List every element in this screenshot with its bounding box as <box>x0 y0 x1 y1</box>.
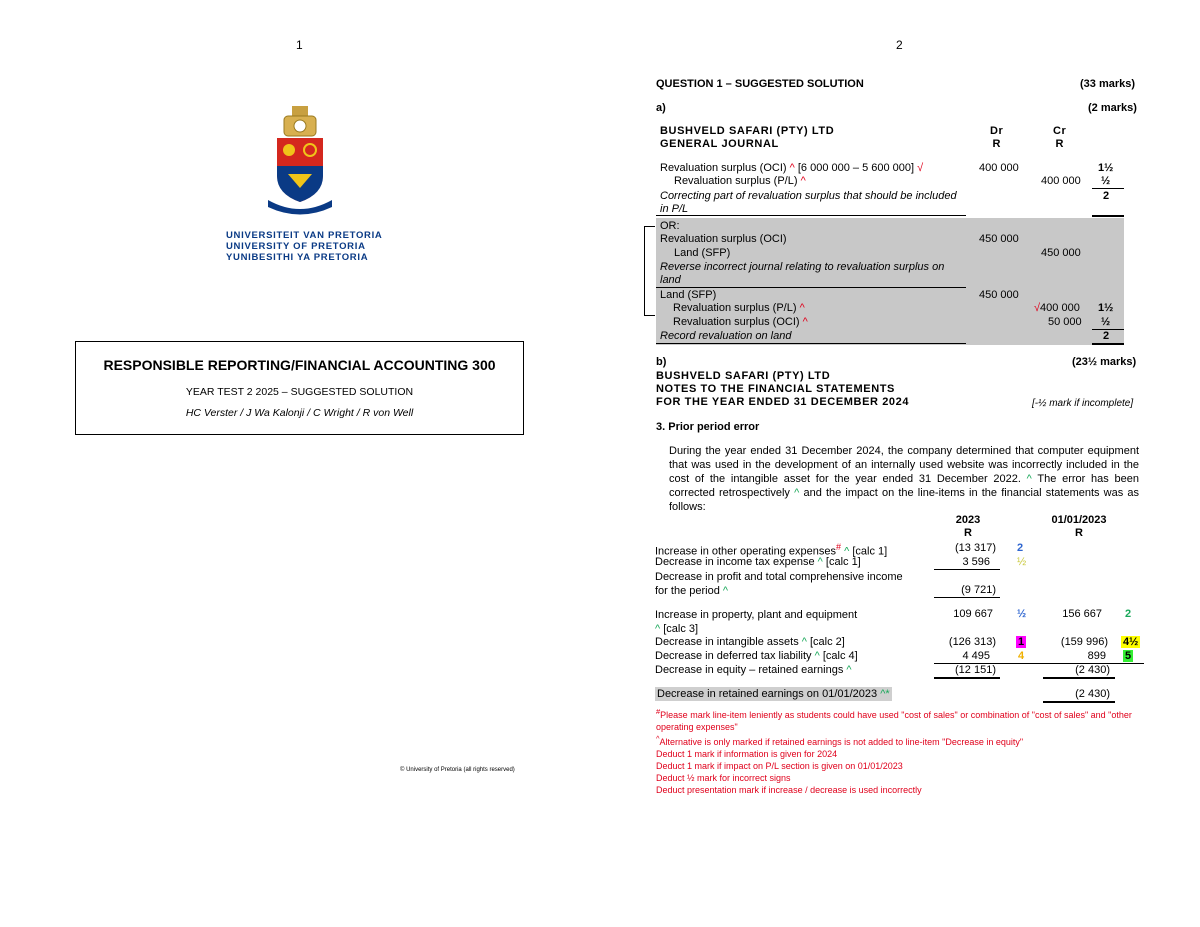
cr-column-header: Cr R <box>1053 125 1067 150</box>
incomplete-note: [-½ mark if incomplete] <box>1032 398 1134 409</box>
footnotes <box>656 706 1144 796</box>
entry3-cr-amount-pl: √400 000 <box>1034 302 1080 314</box>
entry1-total: 2 <box>1103 190 1110 202</box>
entry3-cr-amount-oci: 50 000 <box>1048 316 1082 328</box>
university-name-sepedi: YUNIBESITHI YA PRETORIA <box>226 252 369 263</box>
table-cell-2023: (13 317) <box>955 542 996 554</box>
question-heading: QUESTION 1 – SUGGESTED SOLUTION <box>656 78 864 90</box>
entry1-calc: [6 000 000 – 5 600 000] <box>797 162 915 174</box>
table-cell-2023: 109 667 <box>953 608 993 620</box>
notes-header <box>656 370 909 409</box>
university-crest-logo <box>262 104 338 220</box>
bracket-connector <box>644 226 655 316</box>
course-title: RESPONSIBLE REPORTING/FINANCIAL ACCOUNTING 300 <box>103 357 496 373</box>
prior-period-paragraph: During the year ended 31 December 2024, the company determined that computer equipment that was used in the development of an internally used website was incorrectly included in the cost of the intangible asset for the year ended 31 December 2022. ^ The error has been corrected retrospectively ^ and the impact on the line-items in the financial statements was as follows: <box>669 445 1140 513</box>
table-row-label: Decrease in profit and total comprehensive income for the period ^ <box>655 571 903 597</box>
university-name-block <box>226 230 383 263</box>
column-2023-header: 2023 R <box>955 514 981 539</box>
table-row-label: Decrease in intangible assets ^ [calc 2] <box>655 636 845 648</box>
entry1-cr-amount: 400 000 <box>1041 175 1081 187</box>
university-name-english: UNIVERSITY OF PRETORIA <box>226 241 366 252</box>
section-heading: 3. Prior period error <box>656 421 760 433</box>
dr-column-header: Dr R <box>990 125 1004 150</box>
table-mark: 4½ <box>1123 636 1139 648</box>
entry1-dr-amount: 400 000 <box>979 162 1019 174</box>
page-number-2: 2 <box>896 38 903 52</box>
university-name-afrikaans: UNIVERSITEIT VAN PRETORIA <box>226 230 383 241</box>
entry2-credit-account: Land (SFP) <box>674 247 731 259</box>
entry2-narration: Reverse incorrect journal relating to revaluation surplus on land <box>660 261 945 286</box>
table-cell-0101: (159 996) <box>1060 636 1108 648</box>
table-cell-2023: (126 313) <box>948 636 996 648</box>
table-cell-2023: 3 596 <box>962 556 990 568</box>
entry3-debit-account: Land (SFP) <box>660 289 717 301</box>
notes-period: FOR THE YEAR ENDED 31 DECEMBER 2024 <box>656 396 910 408</box>
entry3-total: 2 <box>1103 330 1110 342</box>
footnote: #Please mark line-item leniently as students could have used "cost of sales" or combination of "cost of sales" and "other operating expenses" <box>656 707 1132 732</box>
footnote: Deduct ½ mark for incorrect signs <box>656 773 791 783</box>
test-subtitle: YEAR TEST 2 2025 – SUGGESTED SOLUTION <box>185 386 414 398</box>
table-mark: 4 <box>1018 650 1025 662</box>
journal-entry1-debit-account: Revaluation surplus (OCI) ^ [6 000 000 – 5 600 000] √ <box>660 162 924 174</box>
mark-caret: ^ <box>789 162 795 174</box>
journal-title: GENERAL JOURNAL <box>660 138 779 150</box>
table-cell-0101: 899 <box>1087 650 1106 662</box>
mark-tick: √ <box>917 162 924 174</box>
copyright-notice: © University of Pretoria (all rights reserved) <box>400 767 515 773</box>
entry1-mark1: 1½ <box>1098 162 1114 174</box>
question-marks: (33 marks) <box>1080 78 1136 90</box>
table-row-label: Decrease in retained earnings on 01/01/2023 ^* <box>657 688 890 700</box>
table-mark: ½ <box>1017 608 1027 620</box>
footnote: ^Alternative is only marked if retained earnings is not added to line-item "Decrease in equity" <box>656 734 1024 747</box>
part-a-label: a) <box>656 102 666 114</box>
page-number-1: 1 <box>296 38 303 52</box>
entry3-dr-amount: 450 000 <box>979 289 1019 301</box>
authors: HC Verster / J Wa Kalonji / C Wright / R von Well <box>185 407 414 419</box>
entry3-credit-account-oci: Revaluation surplus (OCI) ^ <box>673 316 808 328</box>
table-row-label: Decrease in equity – retained earnings ^ <box>655 664 852 676</box>
table-mark: 1 <box>1018 636 1025 648</box>
table-cell-0101: 156 667 <box>1062 608 1102 620</box>
footnote: Deduct presentation mark if increase / decrease is used incorrectly <box>656 785 922 795</box>
entry3-mark2: ½ <box>1101 316 1111 328</box>
journal-header <box>660 125 834 151</box>
table-mark: ½ <box>1017 556 1027 568</box>
table-cell-0101: (2 430) <box>1075 664 1110 676</box>
part-b-marks: (23½ marks) <box>1072 356 1137 368</box>
part-a-marks: (2 marks) <box>1088 102 1137 114</box>
entry2-cr-amount: 450 000 <box>1041 247 1081 259</box>
notes-company: BUSHVELD SAFARI (PTY) LTD <box>656 370 831 382</box>
table-mark: 2 <box>1125 608 1132 620</box>
entry2-debit-account: Revaluation surplus (OCI) <box>660 233 787 245</box>
or-label: OR: <box>660 220 680 232</box>
journal-company: BUSHVELD SAFARI (PTY) LTD <box>660 125 835 137</box>
table-row-label: Increase in other operating expenses# ^ [calc 1] <box>655 542 888 558</box>
journal-entry1-credit-account: Revaluation surplus (P/L) ^ <box>674 175 806 187</box>
footnote: Deduct 1 mark if impact on P/L section is given on 01/01/2023 <box>656 761 903 771</box>
entry3-mark1: 1½ <box>1098 302 1114 314</box>
entry3-credit-account-pl: Revaluation surplus (P/L) ^ <box>673 302 805 314</box>
entry1-mark2: ½ <box>1101 175 1111 187</box>
table-cell-2023: (12 151) <box>955 664 996 676</box>
entry3-narration: Record revaluation on land <box>660 330 792 342</box>
entry1-narration: Correcting part of revaluation surplus that should be included in P/L <box>660 190 957 215</box>
table-row-label: Decrease in income tax expense ^ [calc 1] <box>655 556 861 568</box>
table-row-label: Increase in property, plant and equipment ^ [calc 3] <box>655 609 858 635</box>
table-mark: 5 <box>1125 650 1132 662</box>
column-0101-header: 01/01/2023 R <box>1051 514 1107 539</box>
notes-title: NOTES TO THE FINANCIAL STATEMENTS <box>656 383 895 395</box>
table-cell-2023: 4 495 <box>962 650 990 662</box>
title-box <box>75 341 524 435</box>
table-mark: 2 <box>1017 542 1024 554</box>
table-cell-2023: (9 721) <box>961 584 996 596</box>
table-row-label: Decrease in deferred tax liability ^ [calc 4] <box>655 650 858 662</box>
footnote: Deduct 1 mark if information is given for 2024 <box>656 749 838 759</box>
entry2-dr-amount: 450 000 <box>979 233 1019 245</box>
table-cell-0101: (2 430) <box>1075 688 1110 700</box>
part-b-label: b) <box>656 356 667 368</box>
